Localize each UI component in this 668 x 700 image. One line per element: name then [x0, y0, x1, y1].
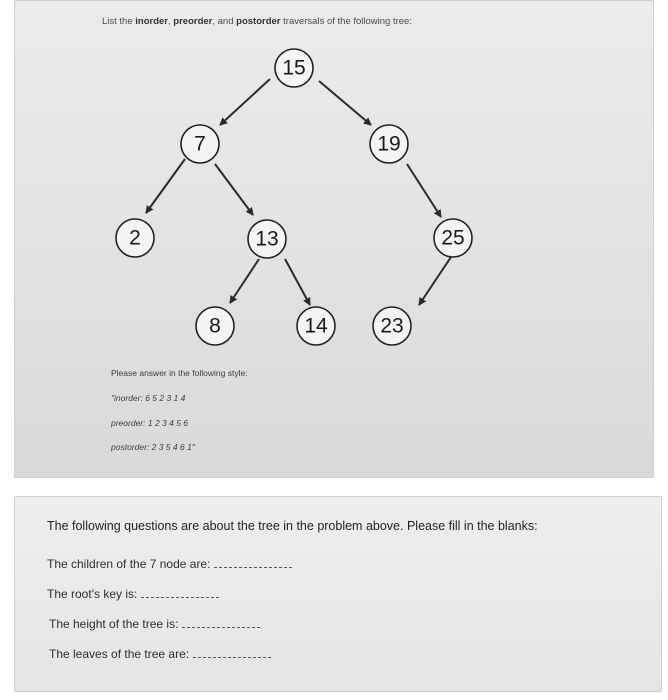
edge-7-13	[215, 164, 253, 215]
question-postorder: postorder	[236, 16, 281, 27]
question-tree-leaves	[49, 647, 271, 661]
question-prefix: List the	[102, 16, 136, 27]
tree-node-7	[181, 125, 219, 163]
style-inorder: "inorder: 6 5 2 3 1 4	[111, 393, 186, 403]
problem-panel	[14, 0, 654, 478]
q3-label: The height of the tree is:	[49, 617, 179, 631]
q2-answer-blank[interactable]	[141, 588, 219, 598]
question-preorder: preorder	[173, 16, 213, 27]
question-root-key	[47, 587, 219, 601]
fill-in-panel	[14, 496, 662, 692]
question-suffix: traversals of the following tree:	[280, 16, 412, 27]
tree-node-19	[370, 125, 408, 163]
edge-15-19	[319, 81, 371, 125]
binary-tree-diagram	[15, 1, 655, 479]
node-label-19: 19	[377, 132, 401, 156]
edge-13-14	[285, 259, 310, 305]
q3-answer-blank[interactable]	[182, 618, 260, 628]
style-postorder: postorder: 2 3 5 4 6 1"	[111, 442, 195, 452]
style-preorder: preorder: 1 2 3 4 5 6	[111, 418, 189, 428]
edge-25-23	[419, 257, 451, 305]
node-label-14: 14	[304, 314, 328, 338]
tree-node-8	[196, 307, 234, 345]
tree-node-23	[373, 307, 411, 345]
question-tree-height	[49, 617, 260, 631]
fill-in-heading: The following questions are about the tree in the problem above. Please fill in the blanks:	[47, 519, 538, 533]
q1-label: The children of the 7 node are:	[47, 557, 211, 571]
question-sep2: , and	[212, 16, 237, 27]
node-label-8: 8	[209, 314, 221, 338]
style-intro: Please answer in the following style:	[111, 368, 248, 378]
question-children-of-7	[47, 557, 292, 571]
node-label-23: 23	[380, 314, 404, 338]
tree-node-15	[275, 49, 313, 87]
tree-node-25	[434, 219, 472, 257]
q1-answer-blank[interactable]	[214, 558, 292, 568]
edge-19-25	[407, 164, 441, 217]
edge-15-7	[220, 79, 270, 125]
edge-7-2	[146, 159, 185, 213]
node-label-25: 25	[441, 226, 465, 250]
question-inorder: inorder	[135, 16, 169, 27]
node-label-2: 2	[129, 226, 141, 250]
node-label-7: 7	[194, 132, 206, 156]
node-label-15: 15	[282, 56, 306, 80]
edge-13-8	[230, 259, 259, 303]
tree-node-2	[116, 219, 154, 257]
question-sep1: ,	[168, 16, 174, 27]
tree-node-13	[248, 220, 286, 258]
q2-label: The root's key is:	[47, 587, 138, 601]
q4-label: The leaves of the tree are:	[49, 647, 190, 661]
node-label-13: 13	[255, 227, 279, 251]
q4-answer-blank[interactable]	[193, 648, 271, 658]
tree-node-14	[297, 307, 335, 345]
